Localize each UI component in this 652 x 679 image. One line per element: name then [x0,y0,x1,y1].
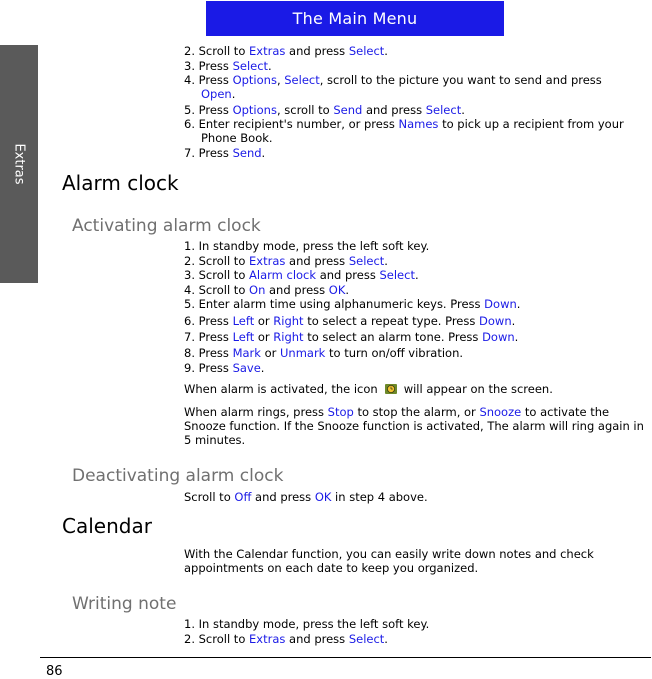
side-tab [0,45,38,283]
step-line: 4. Press Options, Select, scroll to the picture you want to send and press [184,73,602,87]
step-line: 7. Press Send. [184,146,266,160]
step-line: 3. Press Select. [184,59,272,73]
step-line: 8. Press Mark or Unmark to turn on/off vibration. [184,346,464,360]
footer-divider [40,657,651,658]
step-line: 2. Scroll to Extras and press Select. [184,632,388,646]
section-heading-calendar: Calendar [62,514,152,538]
step-line: 3. Scroll to Alarm clock and press Select. [184,268,419,282]
subheading-writing-note: Writing note [72,594,177,614]
step-line: 2. Scroll to Extras and press Select. [184,254,388,268]
step-line-continued: Phone Book. [201,131,273,145]
step-line: 1. In standby mode, press the left soft key. [184,617,430,631]
subheading-activating-alarm: Activating alarm clock [72,216,261,236]
alarm-clock-icon [384,383,398,395]
deactivate-text: Scroll to Off and press OK in step 4 above. [184,490,428,504]
page-number: 86 [46,664,63,679]
section-heading-alarm-clock: Alarm clock [62,171,179,195]
step-line: 5. Press Options, scroll to Send and press Select. [184,103,465,117]
alarm-icon-note: When alarm is activated, the icon will appear on the screen. [184,382,553,396]
step-line: 5. Enter alarm time using alphanumeric keys. Press Down. [184,297,521,311]
alarm-ring-paragraph: When alarm rings, press Stop to stop the alarm, or Snooze to activate the Snooze function. If the Snooze function is activated, The alarm will ring again in 5 minutes. [184,405,644,447]
step-line: 4. Scroll to On and press OK. [184,283,350,297]
side-tab-label: Extras [11,143,27,185]
step-line: 7. Press Left or Right to select an alarm tone. Press Down. [184,330,519,344]
step-line: 2. Scroll to Extras and press Select. [184,44,388,58]
chapter-banner: The Main Menu [206,1,504,36]
subheading-deactivating-alarm: Deactivating alarm clock [72,466,284,486]
step-line: 6. Press Left or Right to select a repeat type. Press Down. [184,314,516,328]
calendar-intro: With the Calendar function, you can easily write down notes and check appointments on each date to keep you organized. [184,547,594,575]
step-line: 6. Enter recipient's number, or press Names to pick up a recipient from your [184,117,624,131]
step-line: 9. Press Save. [184,361,265,375]
step-line-continued: Open. [201,87,236,101]
step-line: 1. In standby mode, press the left soft key. [184,239,430,253]
